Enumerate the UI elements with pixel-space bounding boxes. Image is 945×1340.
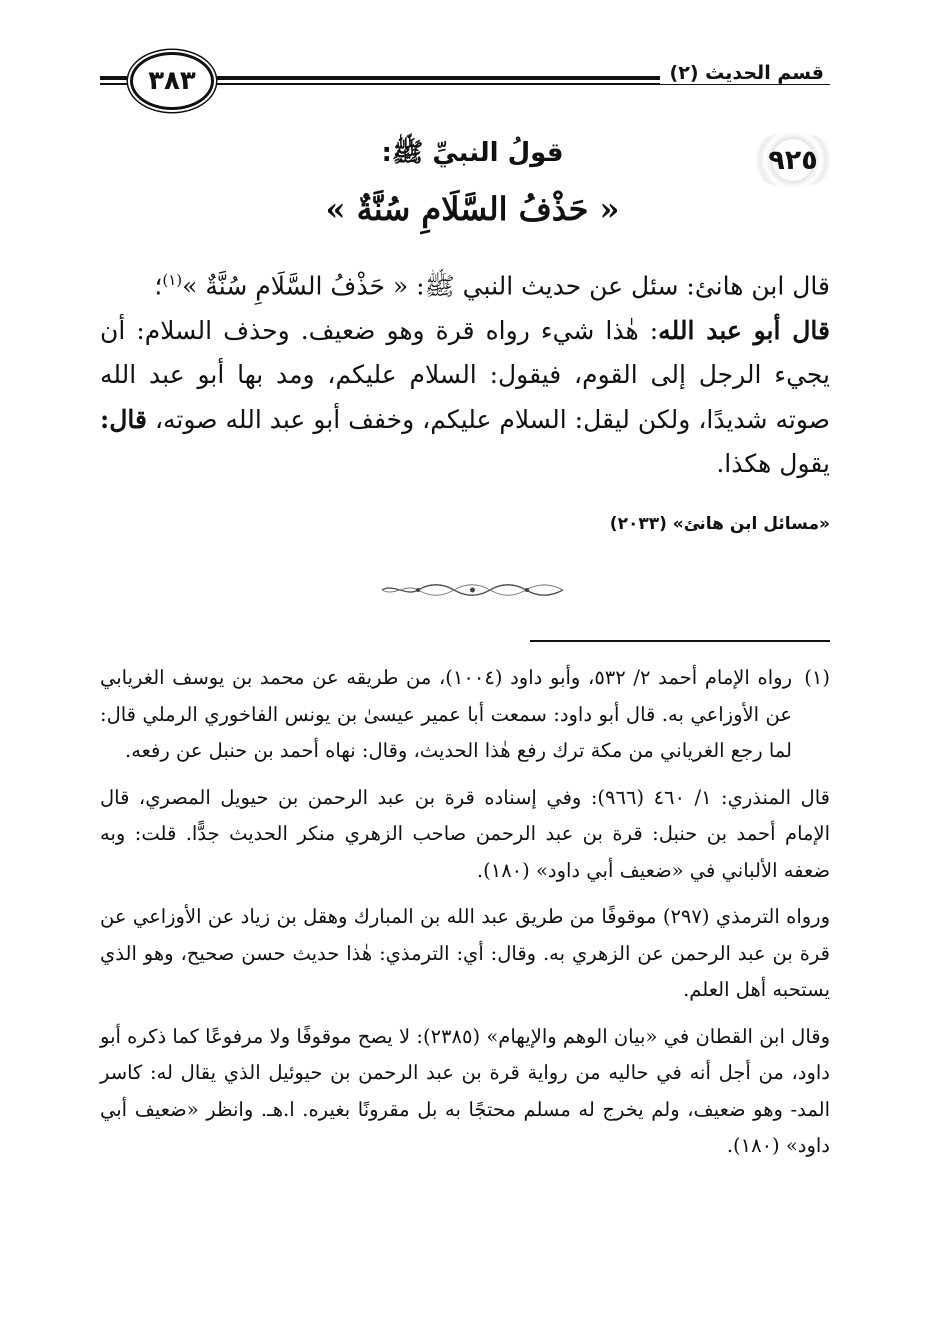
footnotes — [100, 660, 830, 1175]
main-paragraph-2 — [100, 309, 830, 487]
divider-ornament-icon — [380, 582, 565, 598]
main-paragraph-1 — [100, 258, 830, 309]
source-citation: «مسائل ابن هانئ» (٢٠٣٣) — [609, 514, 830, 534]
footnote-separator — [530, 640, 830, 642]
page-number-frame — [130, 52, 214, 110]
speaker-label: قال أبو عبد الله — [658, 315, 830, 345]
entry-number: ٩٢٥ — [768, 144, 818, 176]
main-text — [100, 258, 830, 487]
page-number: ٣٨٣ — [148, 66, 196, 96]
footnote-paragraph: قال المنذري: ١/ ٤٦٠ (٩٦٦): وفي إسناده قرة بن عبد الرحمن بن حيويل المصري، قال الإمام أحمد بن حنبل: قرة بن عبد الرحمن صاحب الزهري منكر الحديث جدًّا. قلت: وبه ضعفه الألباني في «ضعيف أبي داود» (١٨٠). — [100, 785, 830, 882]
main-text-part: يقول هكذا. — [716, 449, 830, 479]
main-text-part: قال ابن هانئ: سئل عن حديث النبي ﷺ: « حَذْفُ السَّلَامِ سُنَّةٌ » — [182, 271, 830, 301]
hadith-title: « حَذْفُ السَّلَامِ سُنَّةٌ » — [325, 190, 620, 228]
footnote-paragraph — [100, 660, 830, 770]
footnote-text: رواه الإمام أحمد ٢/ ٥٣٢، وأبو داود (١٠٠٤)، من طريقه عن محمد بن يوسف الغريابي عن الأوزاعي به. قال أبو داود: سمعت أبا عمير عيسىٰ بن يونس الفاخوري الرملي قال: لما رجع الغرياني من مكة ترك رفع هٰذا الحديث، وقال: نهاه أحمد بن حنبل عن رفعه. — [100, 666, 792, 762]
footnote-paragraph: ورواه الترمذي (٢٩٧) موقوفًا من طريق عبد الله بن المبارك وهقل بن زياد عن الأوزاعي عن قرة بن عبد الرحمن عن الزهري به. وقال: أي: الترمذي: هٰذا حديث حسن صحيح، وهو الذي يستحبه أهل العلم. — [100, 905, 830, 1001]
page-header — [100, 50, 830, 110]
entry-label: قولُ النبيِّ ﷺ: — [381, 138, 564, 168]
footnote-marker: (١) — [804, 666, 830, 689]
footnote-reference: (١) — [162, 271, 183, 289]
main-text-part: ؛ — [154, 271, 163, 301]
section-title: قسم الحديث (٢) — [660, 62, 830, 84]
speaker-label: قال: — [100, 404, 147, 434]
footnote-paragraph: وقال ابن القطان في «بيان الوهم والإيهام» (٢٣٨٥): لا يصح موقوفًا ولا مرفوعًا كما ذكره أبو داود، من أجل أنه في حاليه من رواية قرة بن عبد الرحمن بن حيوئيل الذي يقال له: كاسر المد- وهو ضعيف، ولم يخرج له مسلم محتجًا به بل مقرونًا بغيره. ا.هـ. وانظر «ضعيف أبي داود» (١٨٠). — [100, 1024, 831, 1157]
entry-number-badge — [748, 132, 838, 188]
main-text-part: : هٰذا شيء رواه قرة وهو ضعيف. وحذف السلام: أن يجيء الرجل إلى القوم، فيقول: السلام عليكم، ومد بها أبو عبد الله صوته شديدًا، ولكن ليقل: السلام عليكم، وخفف أبو عبد الله صوته، — [100, 315, 830, 434]
